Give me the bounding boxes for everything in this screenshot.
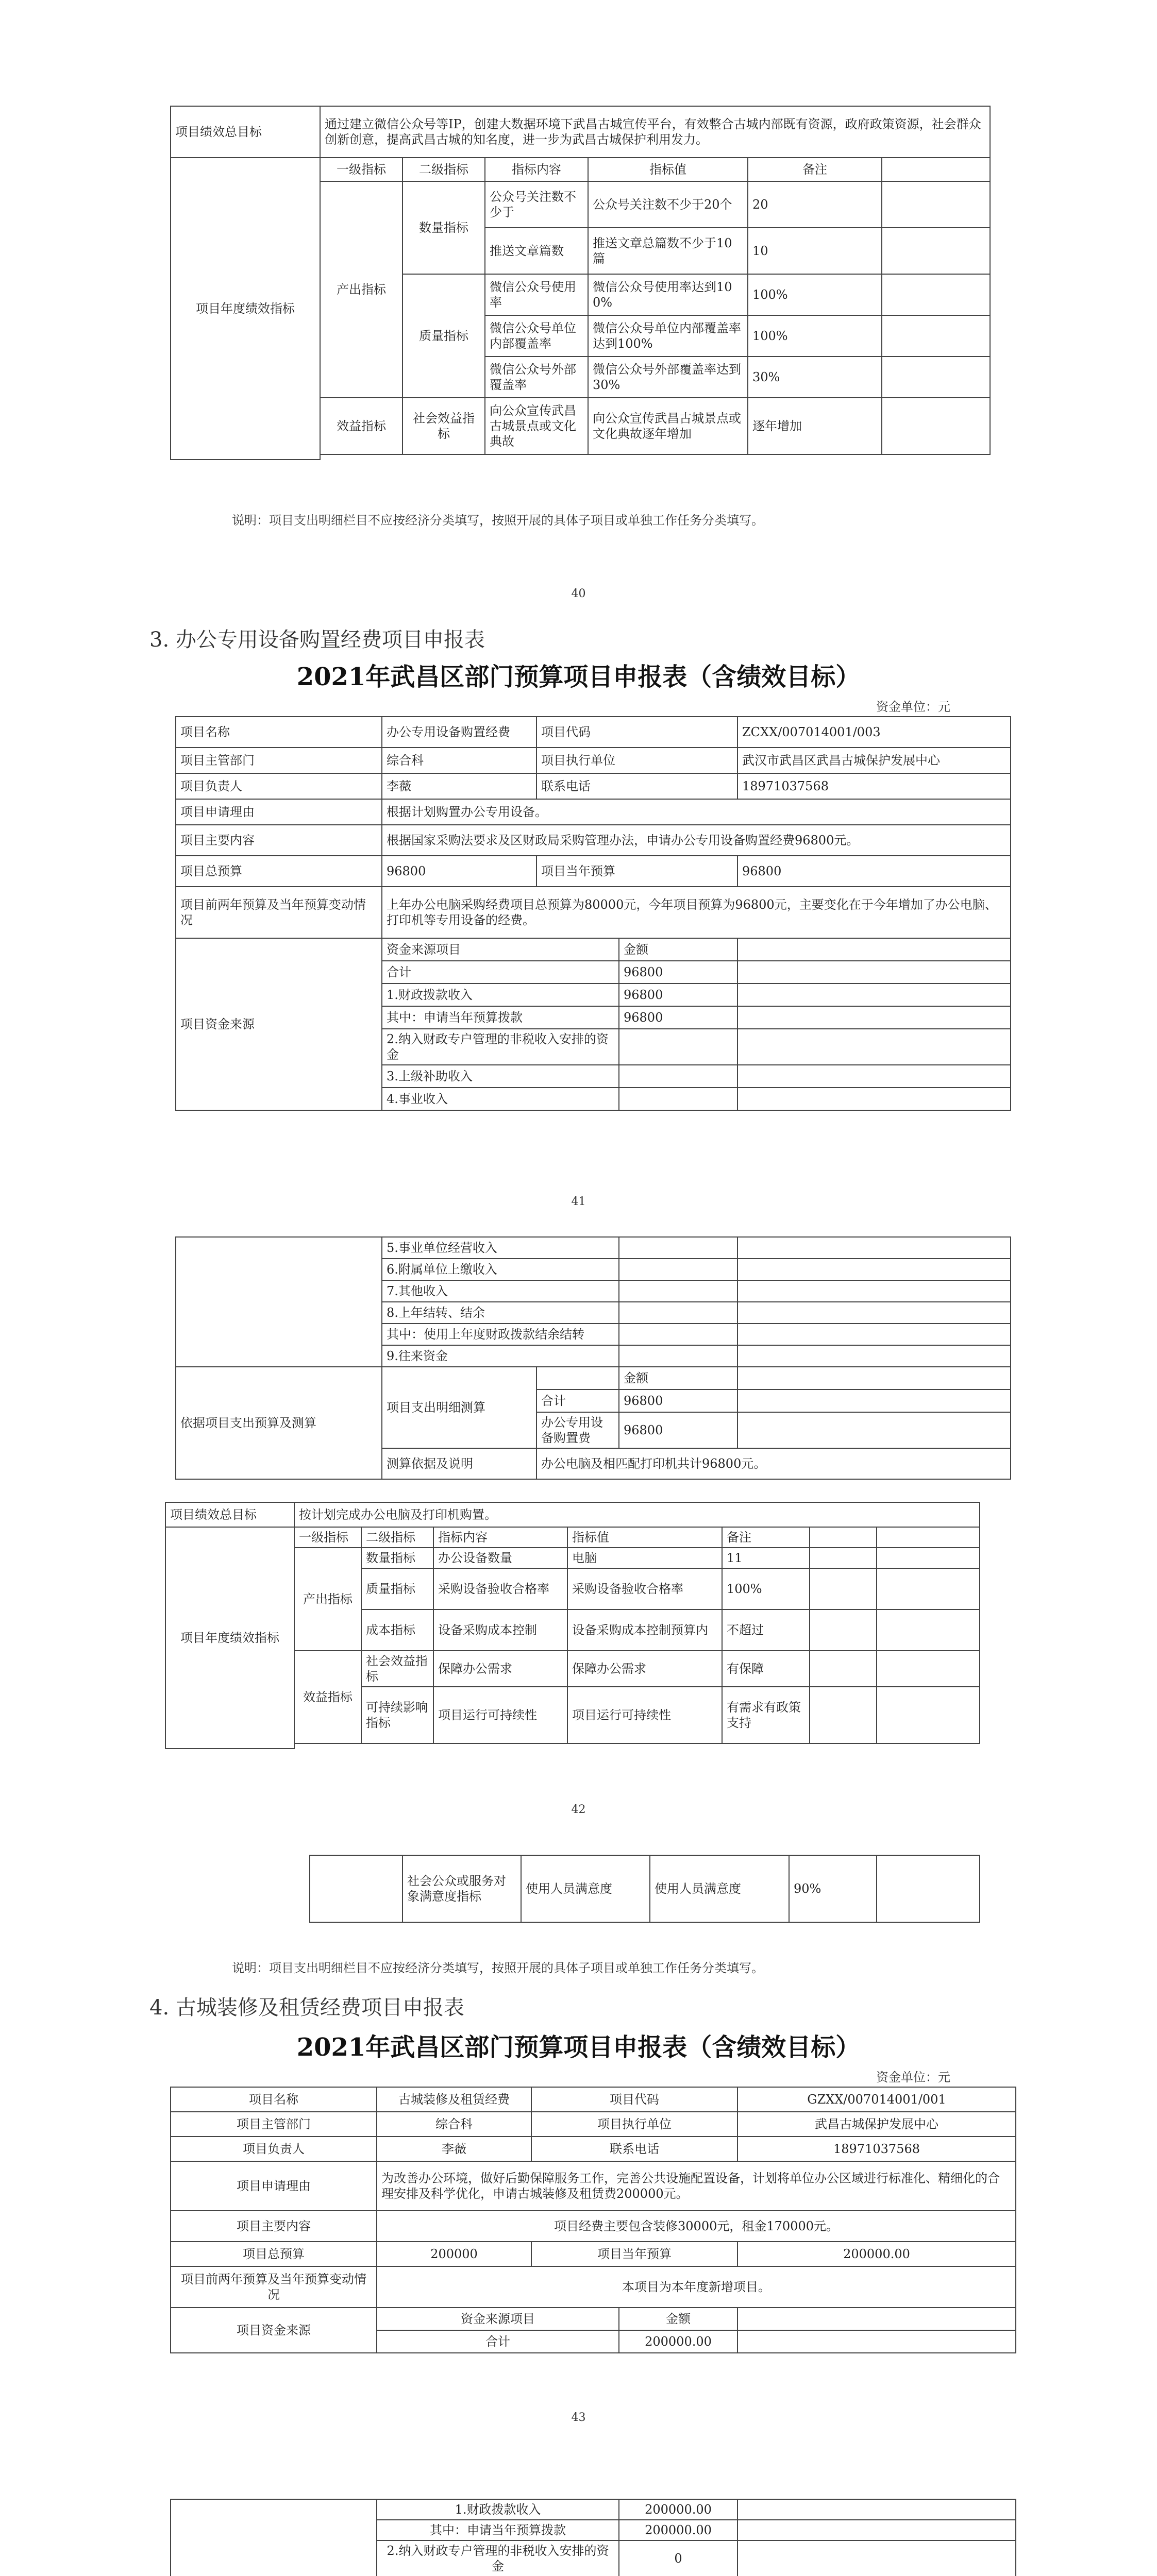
table-note: 说明：项目支出明细栏目不应按经济分类填写，按照开展的具体子项目或单独工作任务分类填写。 [232,513,764,528]
value-dept: 综合科 [382,748,536,773]
table-note: 说明：项目支出明细栏目不应按经济分类填写，按照开展的具体子项目或单独工作任务分类填写。 [232,1961,764,1975]
unit-label: 资金单位：元 [876,2070,950,2084]
section-heading: 3. 办公专用设备购置经费项目申报表 [149,628,485,652]
fund-item: 其中：申请当年预算拨款 [377,2520,619,2540]
indicator-value: 电脑 [567,1548,722,1568]
value-tel: 18971037568 [737,773,1011,799]
fund-amount: 200000.00 [619,2520,737,2540]
project-form-2-continued [170,2499,1016,2576]
indicator-remark: 不超过 [722,1609,810,1651]
fund-header-item: 资金来源项目 [382,938,619,961]
header-level1: 一级指标 [320,158,403,181]
fund-amount: 200000.00 [619,2330,737,2353]
label-tel: 联系电话 [536,773,737,799]
label-project-name: 项目名称 [171,2087,377,2112]
header-level2: 二级指标 [403,158,485,181]
performance-table-3-continued [309,1855,980,1923]
page-40 [0,0,1157,608]
header-content: 指标内容 [433,1527,567,1548]
page-number: 41 [571,1195,586,1208]
value-total: 96800 [382,856,536,887]
value-exec: 武昌古城保护发展中心 [737,2112,1016,2137]
indicator-content: 微信公众号外部覆盖率 [485,357,588,398]
indicator-value: 使用人员满意度 [650,1855,789,1922]
indicator-content: 公众号关注数不少于 [485,181,588,228]
value-exec: 武汉市武昌区武昌古城保护发展中心 [737,748,1011,773]
value-tel: 18971037568 [737,2137,1016,2161]
fund-amount [619,1324,737,1345]
fund-amount: 96800 [619,984,737,1006]
performance-table-3 [165,1502,980,1749]
indicator-content: 采购设备验收合格率 [433,1568,567,1609]
indicator-content: 使用人员满意度 [521,1855,650,1922]
calc-text: 办公电脑及相匹配打印机共计96800元。 [536,1448,1011,1479]
fund-header-amount: 金额 [619,938,737,961]
fund-amount [619,1088,737,1110]
label-funds: 项目资金来源 [176,938,382,1110]
detail-label: 项目支出明细测算 [382,1367,536,1448]
label-exec: 项目执行单位 [536,748,737,773]
label-basis-calc: 依据项目支出预算及测算 [176,1367,382,1479]
value-dept: 综合科 [377,2112,531,2137]
label-tel: 联系电话 [531,2137,737,2161]
fund-item: 7.其他收入 [382,1280,619,1302]
label-content: 项目主要内容 [171,2211,377,2242]
page-number: 40 [571,587,586,600]
quality-indicator: 质量指标 [361,1568,433,1609]
label-basis: 项目申请理由 [176,799,382,825]
calc-label: 测算依据及说明 [382,1448,536,1479]
fund-amount [619,1259,737,1280]
fund-amount [619,1280,737,1302]
goal-text: 按计划完成办公电脑及打印机购置。 [294,1502,980,1527]
project-form [175,716,1011,1111]
label-dept: 项目主管部门 [171,2112,377,2137]
output-indicator: 产出指标 [294,1548,361,1651]
value-content: 根据国家采购法要求及区财政局采购管理办法，申请办公专用设备购置经费96800元。 [382,825,1011,856]
label-current: 项目当年预算 [536,856,737,887]
year-indicator-label: 项目年度绩效指标 [171,158,320,460]
indicator-remark: 10 [748,228,882,274]
indicator-remark: 逐年增加 [748,398,882,454]
fund-item: 5.事业单位经营收入 [382,1237,619,1259]
value-basis: 根据计划购置办公专用设备。 [382,799,1011,825]
fund-item: 其中：申请当年预算拨款 [382,1006,619,1029]
label-lead: 项目负责人 [176,773,382,799]
label-project-code: 项目代码 [531,2087,737,2112]
page-42 [0,1216,1157,1824]
value-lead: 李薇 [377,2137,531,2161]
fund-header-item: 资金来源项目 [377,2308,619,2330]
label-dept: 项目主管部门 [176,748,382,773]
value-project-code: GZXX/007014001/001 [737,2087,1016,2112]
cost-indicator: 成本指标 [361,1609,433,1651]
fund-item: 6.附属单位上缴收入 [382,1259,619,1280]
value-project-name: 古城装修及租赁经费 [377,2087,531,2112]
project-form-continued [175,1236,1011,1480]
detail-total-value: 96800 [619,1389,737,1412]
label-change: 项目前两年预算及当年预算变动情况 [176,887,382,938]
indicator-value: 公众号关注数不少于20个 [588,181,748,228]
fund-amount: 200000.00 [619,2499,737,2520]
project-form-2 [170,2087,1016,2353]
header-content: 指标内容 [485,158,588,181]
goal-text: 通过建立微信公众号等IP，创建大数据环境下武昌古城宣传平台，有效整合古城内部既有资源，政府政策资源，社会群众创新创意，提高武昌古城的知名度，进一步为武昌古城保护利用发力。 [320,106,990,158]
label-total: 项目总预算 [171,2242,377,2266]
indicator-remark: 100% [748,274,882,315]
fund-amount [619,1065,737,1088]
form-title: 2021年武昌区部门预算项目申报表（含绩效目标） [296,663,861,691]
indicator-value: 推送文章总篇数不少于10篇 [588,228,748,274]
fund-amount [619,1237,737,1259]
detail-item-label: 办公专用设备购置费 [536,1412,619,1448]
fund-item: 9.往来资金 [382,1345,619,1367]
service-indicator: 社会公众或服务对象满意度指标 [403,1855,521,1922]
indicator-value: 设备采购成本控制预算内 [567,1609,722,1651]
fund-item: 合计 [382,961,619,984]
fund-item: 合计 [377,2330,619,2353]
indicator-remark: 有保障 [722,1651,810,1687]
label-basis: 项目申请理由 [171,2161,377,2211]
value-project-code: ZCXX/007014001/003 [737,717,1011,748]
fund-item: 2.纳入财政专户管理的非税收入安排的资金 [382,1029,619,1065]
page-41 [0,608,1157,1216]
output-indicator: 产出指标 [320,181,403,398]
fund-amount [619,1302,737,1324]
label-project-name: 项目名称 [176,717,382,748]
effect-indicator: 效益指标 [294,1651,361,1743]
indicator-content: 向公众宣传武昌古城景点或文化典故 [485,398,588,454]
indicator-remark: 11 [722,1548,810,1568]
fund-item: 1.财政拨款收入 [382,984,619,1006]
quantity-indicator: 数量指标 [361,1548,433,1568]
indicator-value: 采购设备验收合格率 [567,1568,722,1609]
indicator-content: 推送文章篇数 [485,228,588,274]
value-basis: 为改善办公环境，做好后勤保障服务工作，完善公共设施配置设备，计划将单位办公区域进行标准化、精细化的合理安排及科学优化，申请古城装修及租赁费200000元。 [377,2161,1016,2211]
value-project-name: 办公专用设备购置经费 [382,717,536,748]
indicator-remark: 100% [748,315,882,357]
indicator-value: 微信公众号外部覆盖率达到30% [588,357,748,398]
quality-indicator: 质量指标 [403,274,485,398]
effect-indicator: 效益指标 [320,398,403,454]
performance-table-1 [170,106,991,460]
indicator-remark: 30% [748,357,882,398]
header-value: 指标值 [567,1527,722,1548]
fund-amount: 96800 [619,961,737,984]
form-title: 2021年武昌区部门预算项目申报表（含绩效目标） [296,2033,861,2062]
value-total: 200000 [377,2242,531,2266]
detail-item-value: 96800 [619,1412,737,1448]
indicator-content: 微信公众号使用率 [485,274,588,315]
indicator-remark: 有需求有政策支持 [722,1687,810,1743]
value-content: 项目经费主要包含装修30000元，租金170000元。 [377,2211,1016,2242]
header-value: 指标值 [588,158,748,181]
indicator-content: 办公设备数量 [433,1548,567,1568]
page-43 [0,1824,1157,2432]
label-funds: 项目资金来源 [171,2308,377,2353]
fund-amount [619,1029,737,1065]
indicator-content: 项目运行可持续性 [433,1687,567,1743]
value-change: 本项目为本年度新增项目。 [377,2266,1016,2308]
value-change: 上年办公电脑采购经费项目总预算为80000元，今年项目预算为96800元，主要变化在于今年增加了办公电脑、打印机等专用设备的经费。 [382,887,1011,938]
indicator-value: 项目运行可持续性 [567,1687,722,1743]
section-heading: 4. 古城装修及租赁经费项目申报表 [149,1996,464,2020]
value-current: 200000.00 [737,2242,1016,2266]
indicator-value: 保障办公需求 [567,1651,722,1687]
fund-item: 其中：使用上年度财政拨款结余结转 [382,1324,619,1345]
indicator-value: 向公众宣传武昌古城景点或文化典故逐年增加 [588,398,748,454]
detail-header-amount: 金额 [619,1367,737,1389]
fund-item: 8.上年结转、结余 [382,1302,619,1324]
fund-item: 3.上级补助收入 [382,1065,619,1088]
unit-label: 资金单位：元 [876,700,950,714]
indicator-content: 保障办公需求 [433,1651,567,1687]
header-remark: 备注 [722,1527,810,1548]
social-effect-indicator: 社会效益指标 [403,398,485,454]
value-current: 96800 [737,856,1011,887]
sustain-indicator: 可持续影响指标 [361,1687,433,1743]
label-content: 项目主要内容 [176,825,382,856]
fund-item: 2.纳入财政专户管理的非税收入安排的资金 [377,2540,619,2576]
fund-header-amount: 金额 [619,2308,737,2330]
page-number: 43 [571,2411,586,2424]
indicator-remark: 20 [748,181,882,228]
indicator-remark: 100% [722,1568,810,1609]
indicator-value: 微信公众号单位内部覆盖率达到100% [588,315,748,357]
page-44 [0,2432,1157,2576]
goal-label: 项目绩效总目标 [165,1502,294,1527]
fund-amount [619,1345,737,1367]
indicator-value: 微信公众号使用率达到100% [588,274,748,315]
goal-label: 项目绩效总目标 [171,106,320,158]
label-lead: 项目负责人 [171,2137,377,2161]
year-indicator-label: 项目年度绩效指标 [165,1527,294,1749]
indicator-content: 微信公众号单位内部覆盖率 [485,315,588,357]
label-project-code: 项目代码 [536,717,737,748]
indicator-remark: 90% [789,1855,877,1922]
label-change: 项目前两年预算及当年预算变动情况 [171,2266,377,2308]
fund-amount: 96800 [619,1006,737,1029]
label-total: 项目总预算 [176,856,382,887]
header-remark: 备注 [748,158,882,181]
indicator-content: 设备采购成本控制 [433,1609,567,1651]
header-level1: 一级指标 [294,1527,361,1548]
fund-item: 4.事业收入 [382,1088,619,1110]
header-level2: 二级指标 [361,1527,433,1548]
page-number: 42 [571,1803,586,1816]
fund-item: 1.财政拨款收入 [377,2499,619,2520]
value-lead: 李薇 [382,773,536,799]
detail-total-label: 合计 [536,1389,619,1412]
quantity-indicator: 数量指标 [403,181,485,274]
label-exec: 项目执行单位 [531,2112,737,2137]
fund-amount: 0 [619,2540,737,2576]
social-effect-indicator: 社会效益指标 [361,1651,433,1687]
label-current: 项目当年预算 [531,2242,737,2266]
